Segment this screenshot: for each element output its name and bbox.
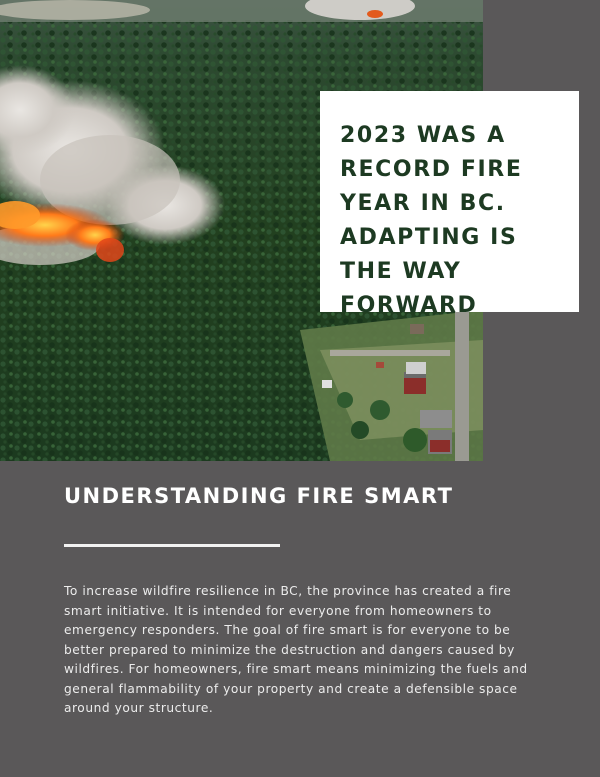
headline-card xyxy=(320,91,579,318)
section-body: To increase wildfire resilience in BC, the province has created a fire smart initiative. It is intended for everyone from homeowners to emergency responders. The goal of fire smart is for everyone to be better prepared to minimize the destruction and dangers caused by wildfires. For homeowners, fire smart means minimizing the fuels and general flammability of your property and create a defensible space around your structure. xyxy=(64,584,528,715)
headline-title: 2023 WAS A RECORD FIRE YEAR IN BC. ADAPTING IS THE WAY FORWARD xyxy=(340,123,523,318)
section-heading: UNDERSTANDING FIRE SMART xyxy=(64,484,454,508)
heading-divider xyxy=(64,544,280,547)
